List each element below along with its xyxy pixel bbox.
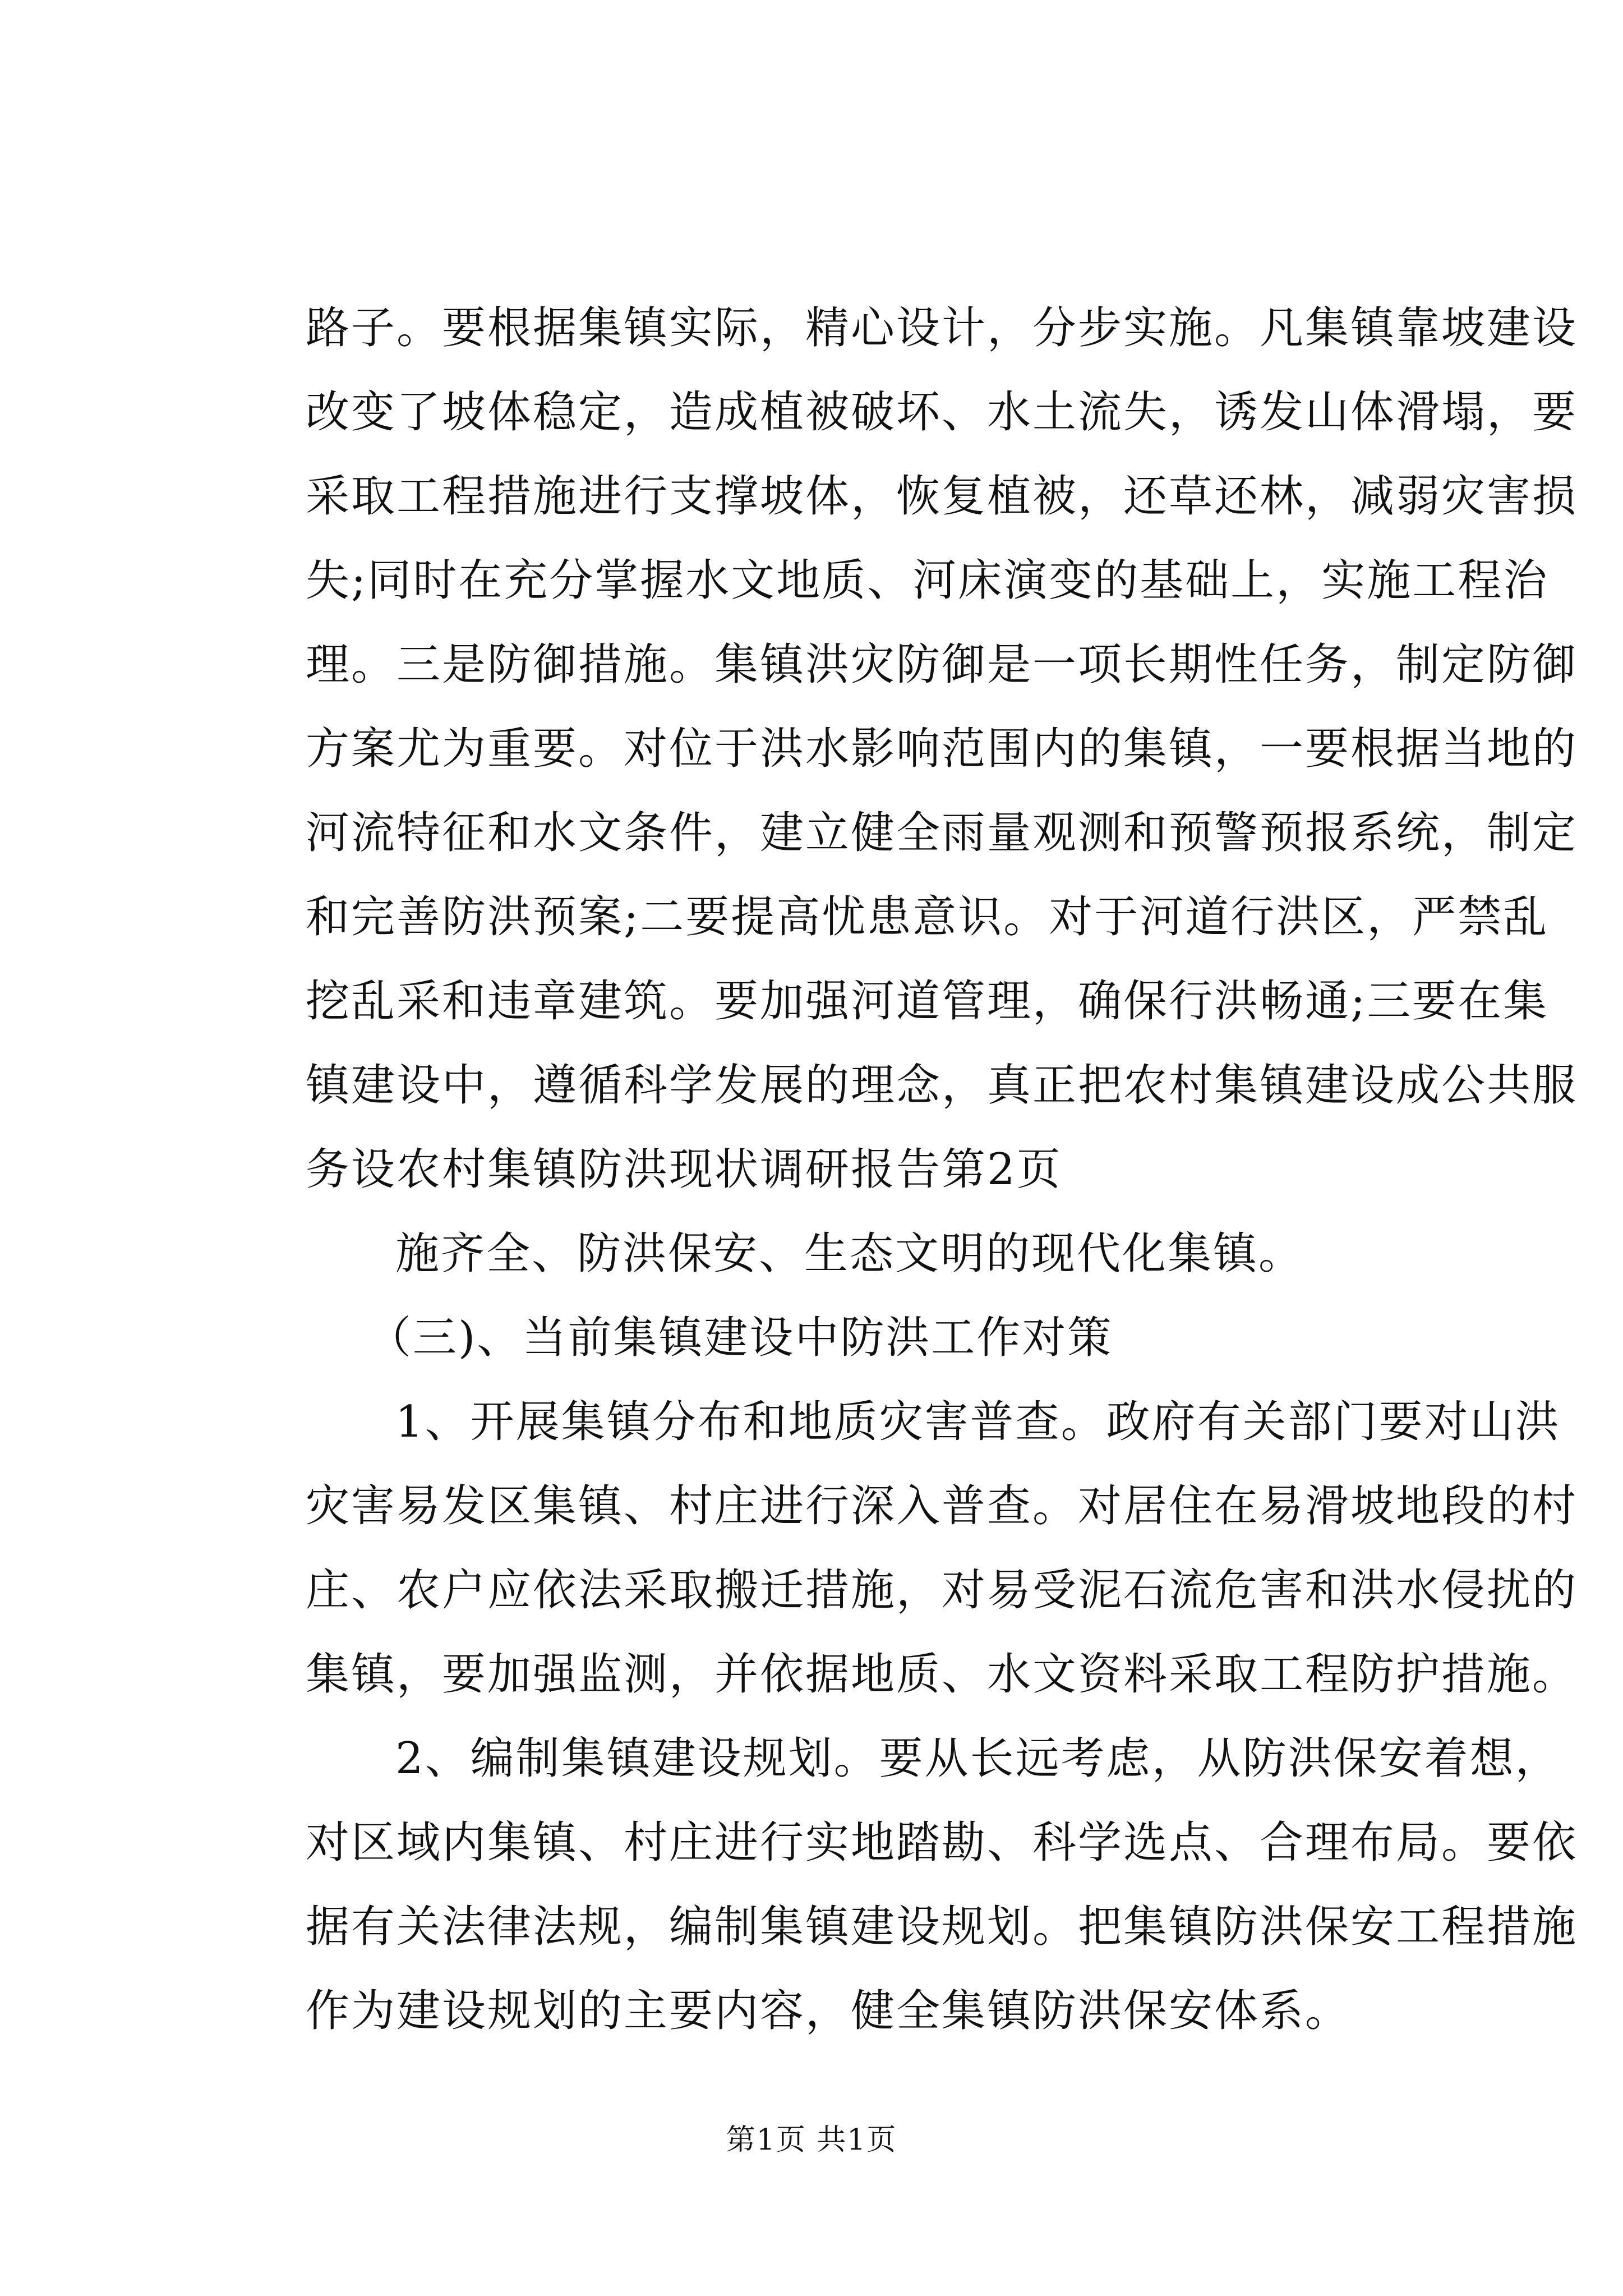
text-line: 1、开展集镇分布和地质灾害普查。政府有关部门要对山洪 xyxy=(395,1397,1561,1447)
text-line: 集镇，要加强监测，并依据地质、水文资料采取工程防护措施。 xyxy=(306,1649,1578,1700)
text-line: 镇建设中，遵循科学发展的理念，真正把农村集镇建设成公共服 xyxy=(306,1060,1578,1111)
text-line: 挖乱采和违章建筑。要加强河道管理，确保行洪畅通;三要在集 xyxy=(306,976,1549,1027)
text-line: 路子。要根据集镇实际，精心设计，分步实施。凡集镇靠坡建设 xyxy=(306,303,1578,353)
page-footer xyxy=(0,2120,1623,2160)
text-line: 作为建设规划的主要内容，健全集镇防洪保安体系。 xyxy=(306,1986,1351,2036)
text-line: 务设农村集镇防洪现状调研报告第2页 xyxy=(306,1144,1062,1195)
text-line: 据有关法律法规，编制集镇建设规划。把集镇防洪保安工程措施 xyxy=(306,1902,1578,1952)
text-line: 采取工程措施进行支撑坡体，恢复植被，还草还林，减弱灾害损 xyxy=(306,471,1578,522)
text-line: 对区域内集镇、村庄进行实地踏勘、科学选点、合理布局。要依 xyxy=(306,1818,1578,1868)
text-line: 2、编制集镇建设规划。要从长远考虑，从防洪保安着想， xyxy=(395,1733,1561,1784)
text-line: 理。三是防御措施。集镇洪灾防御是一项长期性任务，制定防御 xyxy=(306,639,1578,690)
text-line: 施齐全、防洪保安、生态文明的现代化集镇。 xyxy=(395,1228,1304,1279)
text-line: 河流特征和水文条件，建立健全雨量观测和预警预报系统，制定 xyxy=(306,808,1578,858)
page-number: 第1页 共1页 xyxy=(726,2123,897,2157)
text-line: 灾害易发区集镇、村庄进行深入普查。对居住在易滑坡地段的村 xyxy=(306,1481,1578,1531)
text-line: 失;同时在充分掌握水文地质、河床演变的基础上，实施工程治 xyxy=(306,555,1549,606)
section-heading: （三)、当前集镇建设中防洪工作对策 xyxy=(367,1313,1113,1363)
text-line: 改变了坡体稳定，造成植被破坏、水土流失，诱发山体滑塌，要 xyxy=(306,387,1578,438)
text-line: 庄、农户应依法采取搬迁措施，对易受泥石流危害和洪水侵扰的 xyxy=(306,1565,1578,1616)
document-body xyxy=(306,286,1578,2053)
text-line: 方案尤为重要。对位于洪水影响范围内的集镇，一要根据当地的 xyxy=(306,724,1578,774)
text-line: 和完善防洪预案;二要提高忧患意识。对于河道行洪区，严禁乱 xyxy=(306,892,1549,942)
